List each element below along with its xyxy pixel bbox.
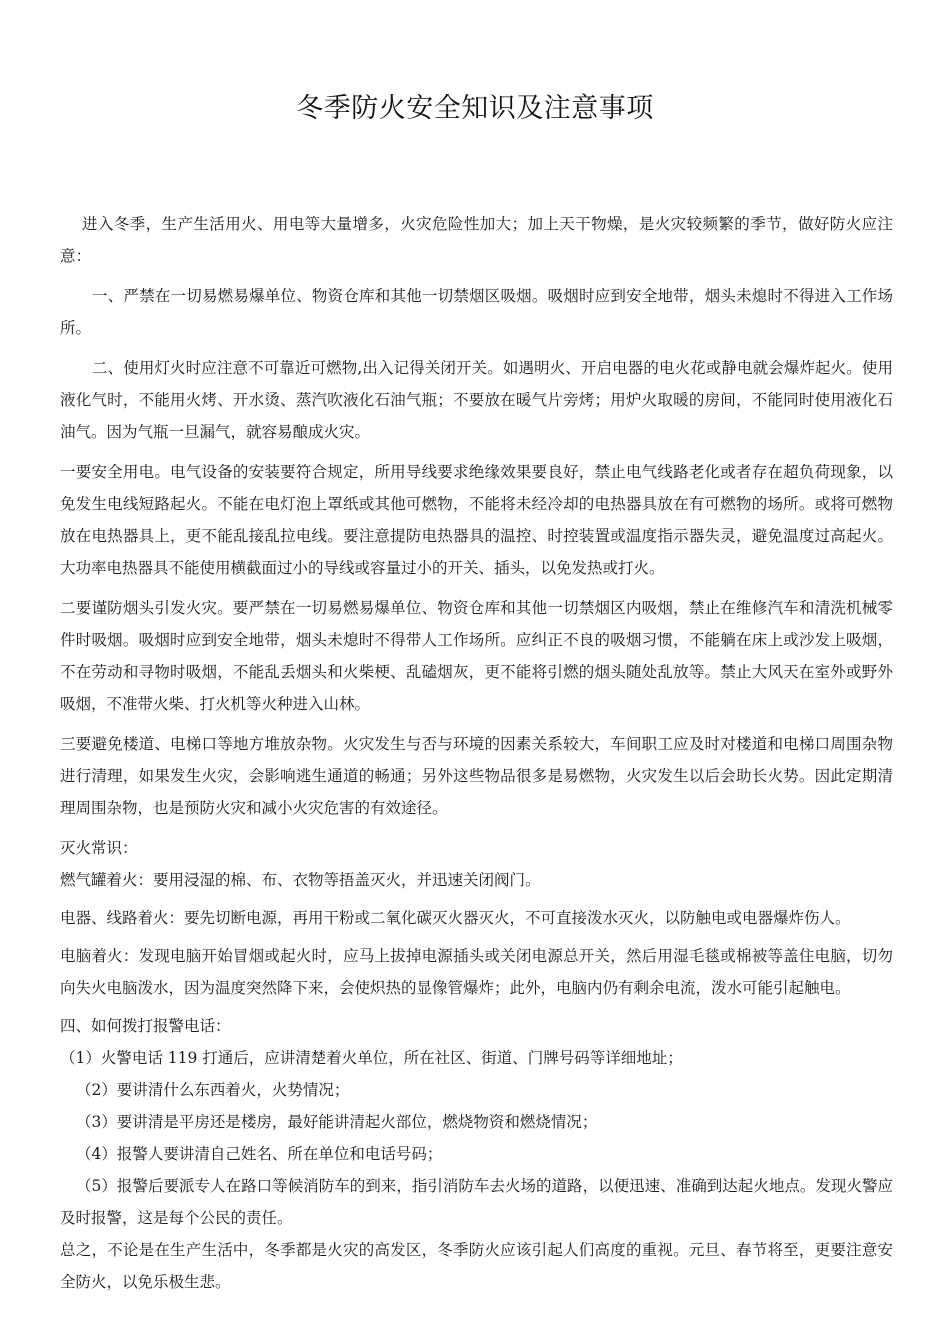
rule-1-paragraph: 一、严禁在一切易燃易爆单位、物资仓库和其他一切禁烟区吸烟。吸烟时应到安全地带，烟头未熄时不得进入工作场所。	[60, 287, 893, 337]
electrical-fire-paragraph: 电器、线路着火：要先切断电源，再用干粉或二氧化碳灭火器灭火，不可直接泼水灭火，以防触电或电器爆炸伤人。	[60, 909, 851, 927]
electricity-paragraph: 一要安全用电。电气设备的安装要符合规定，所用导线要求绝缘效果要良好，禁止电气线路老化或者存在超负荷现象，以免发生电线短路起火。不能在电灯泡上罩纸或其他可燃物，不能将未经冷却的电热器具放在有可燃物的场所。或将可燃物放在电热器具上，更不能乱接乱拉电线。要注意提防电热器具的温控、时控装置或温度指示器失灵，避免温度过高起火。大功率电热器具不能使用横截面过小的导线或容量过小的开关、插头，以免发热或打火。	[60, 463, 893, 577]
computer-fire-paragraph: 电脑着火：发现电脑开始冒烟或起火时，应马上拔掉电源插头或关闭电源总开关，然后用湿毛毯或棉被等盖住电脑，切勿向失火电脑泼水，因为温度突然降下来，会使炽热的显像管爆炸；此外，电脑内仍有剩余电流，泼水可能引起触电。	[60, 947, 893, 997]
alarm-step-3: （3）要讲清是平房还是楼房，最好能讲清起火部位，燃烧物资和燃烧情况；	[76, 1113, 598, 1131]
corridor-paragraph: 三要避免楼道、电梯口等地方堆放杂物。火灾发生与否与环境的因素关系较大，车间职工应及时对楼道和电梯口周围杂物进行清理，如果发生火灾，会影响逃生通道的畅通；另外这些物品很多是易燃物，火灾发生以后会助长火势。因此定期清理周围杂物，也是预防火灾和减小火灾危害的有效途径。	[60, 735, 893, 817]
rule-2-paragraph: 二、使用灯火时应注意不可靠近可燃物,出入记得关闭开关。如遇明火、开启电器的电火花或静电就会爆炸起火。使用液化气时，不能用火烤、开水烫、蒸汽吹液化石油气瓶；不要放在暖气片旁烤；用炉火取暖的房间，不能同时使用液化石油气。因为气瓶一旦漏气，就容易酿成火灾。	[60, 359, 893, 441]
intro-paragraph: 进入冬季，生产生活用火、用电等大量增多，火灾危险性加大；加上天干物燥，是火灾较频繁的季节，做好防火应注意：	[60, 215, 893, 265]
alarm-step-5: （5）报警后要派专人在路口等候消防车的到来，指引消防车去火场的道路，以便迅速、准确到达起火地点。发现火警应及时报警，这是每个公民的责任。	[60, 1177, 893, 1227]
extinguish-heading: 灭火常识：	[60, 839, 138, 857]
alarm-step-1: （1）火警电话 119 打通后，应讲清楚着火单位，所在社区、街道、门牌号码等详细地址；	[60, 1049, 683, 1067]
cigarette-paragraph: 二要谨防烟头引发火灾。要严禁在一切易燃易爆单位、物资仓库和其他一切禁烟区内吸烟，禁止在维修汽车和清洗机械零件时吸烟。吸烟时应到安全地带，烟头未熄时不得带人工作场所。应纠正不良的吸烟习惯，不能躺在床上或沙发上吸烟，不在劳动和寻物时吸烟，不能乱丢烟头和火柴梗、乱磕烟灰，更不能将引燃的烟头随处乱放等。禁止大风天在室外或野外吸烟，不准带火柴、打火机等火种进入山林。	[60, 599, 893, 713]
document-body	[60, 208, 893, 1298]
document-title: 冬季防火安全知识及注意事项	[296, 93, 654, 124]
gas-fire-paragraph: 燃气罐着火：要用浸湿的棉、布、衣物等捂盖灭火，并迅速关闭阀门。	[60, 871, 541, 889]
conclusion-paragraph: 总之，不论是在生产生活中，冬季都是火灾的高发区，冬季防火应该引起人们高度的重视。元旦、春节将至，更要注意安全防火，以免乐极生悲。	[60, 1241, 893, 1291]
alarm-step-4: （4）报警人要讲清自己姓名、所在单位和电话号码；	[76, 1145, 443, 1163]
alarm-step-2: （2）要讲清什么东西着火，火势情况；	[76, 1081, 350, 1099]
alarm-heading: 四、如何拨打报警电话：	[60, 1017, 231, 1035]
